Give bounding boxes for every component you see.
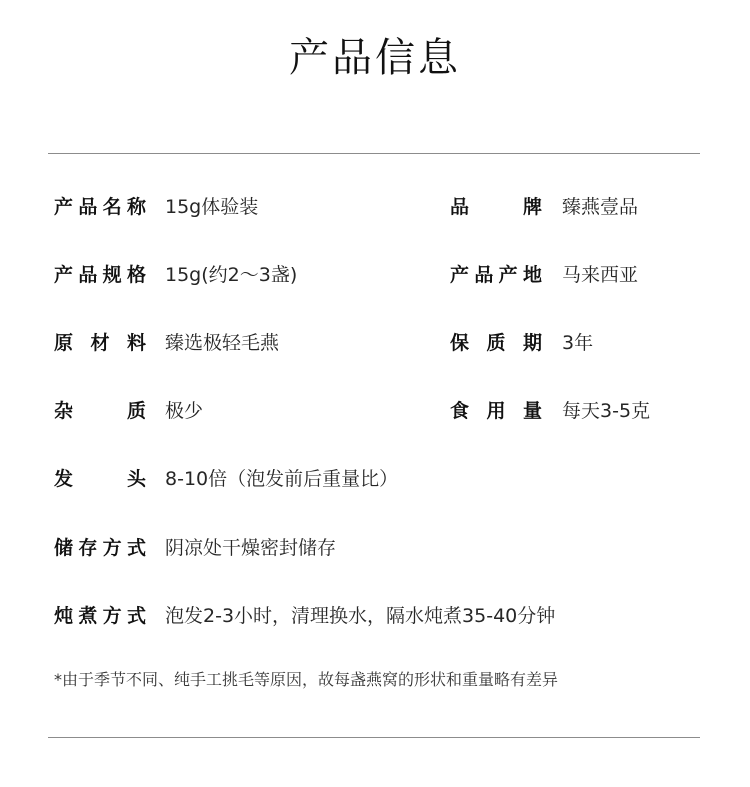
info-row [0, 328, 750, 358]
shelf-life-label: 保质期 [450, 332, 542, 354]
product-spec-value: 15g(约2～3盏) [165, 264, 298, 286]
storage-label: 储存方式 [54, 537, 146, 559]
material-label: 原材料 [54, 332, 146, 354]
storage-value: 阴凉处干燥密封储存 [165, 537, 337, 559]
product-name-label: 产品名称 [54, 196, 146, 218]
shelf-life-value: 3年 [562, 332, 594, 354]
dosage-value: 每天3-5克 [562, 400, 651, 422]
footnote: *由于季节不同、纯手工挑毛等原因，故每盏燕窝的形状和重量略有差异 [54, 670, 559, 689]
bottom-divider [48, 737, 700, 738]
origin-value: 马来西亚 [562, 264, 639, 286]
origin-label: 产品产地 [450, 264, 542, 286]
brand-value: 臻燕壹品 [562, 196, 639, 218]
info-row [0, 601, 750, 631]
material-value: 臻选极轻毛燕 [165, 332, 280, 354]
cooking-method-label: 炖煮方式 [54, 605, 146, 627]
info-row [0, 260, 750, 290]
info-row [0, 464, 750, 494]
product-name-value: 15g体验装 [165, 196, 259, 218]
top-divider [48, 153, 700, 154]
impurity-value: 极少 [165, 400, 204, 422]
info-row [0, 396, 750, 426]
expansion-label: 发头 [54, 468, 146, 490]
impurity-label: 杂质 [54, 400, 146, 422]
product-spec-label: 产品规格 [54, 264, 146, 286]
brand-label: 品牌 [450, 196, 542, 218]
expansion-value: 8-10倍（泡发前后重量比） [165, 468, 399, 490]
page-title: 产品信息 [289, 35, 461, 81]
info-row [0, 192, 750, 222]
dosage-label: 食用量 [450, 400, 542, 422]
info-row [0, 533, 750, 563]
cooking-method-value: 泡发2-3小时，清理换水，隔水炖煮35-40分钟 [165, 605, 556, 627]
